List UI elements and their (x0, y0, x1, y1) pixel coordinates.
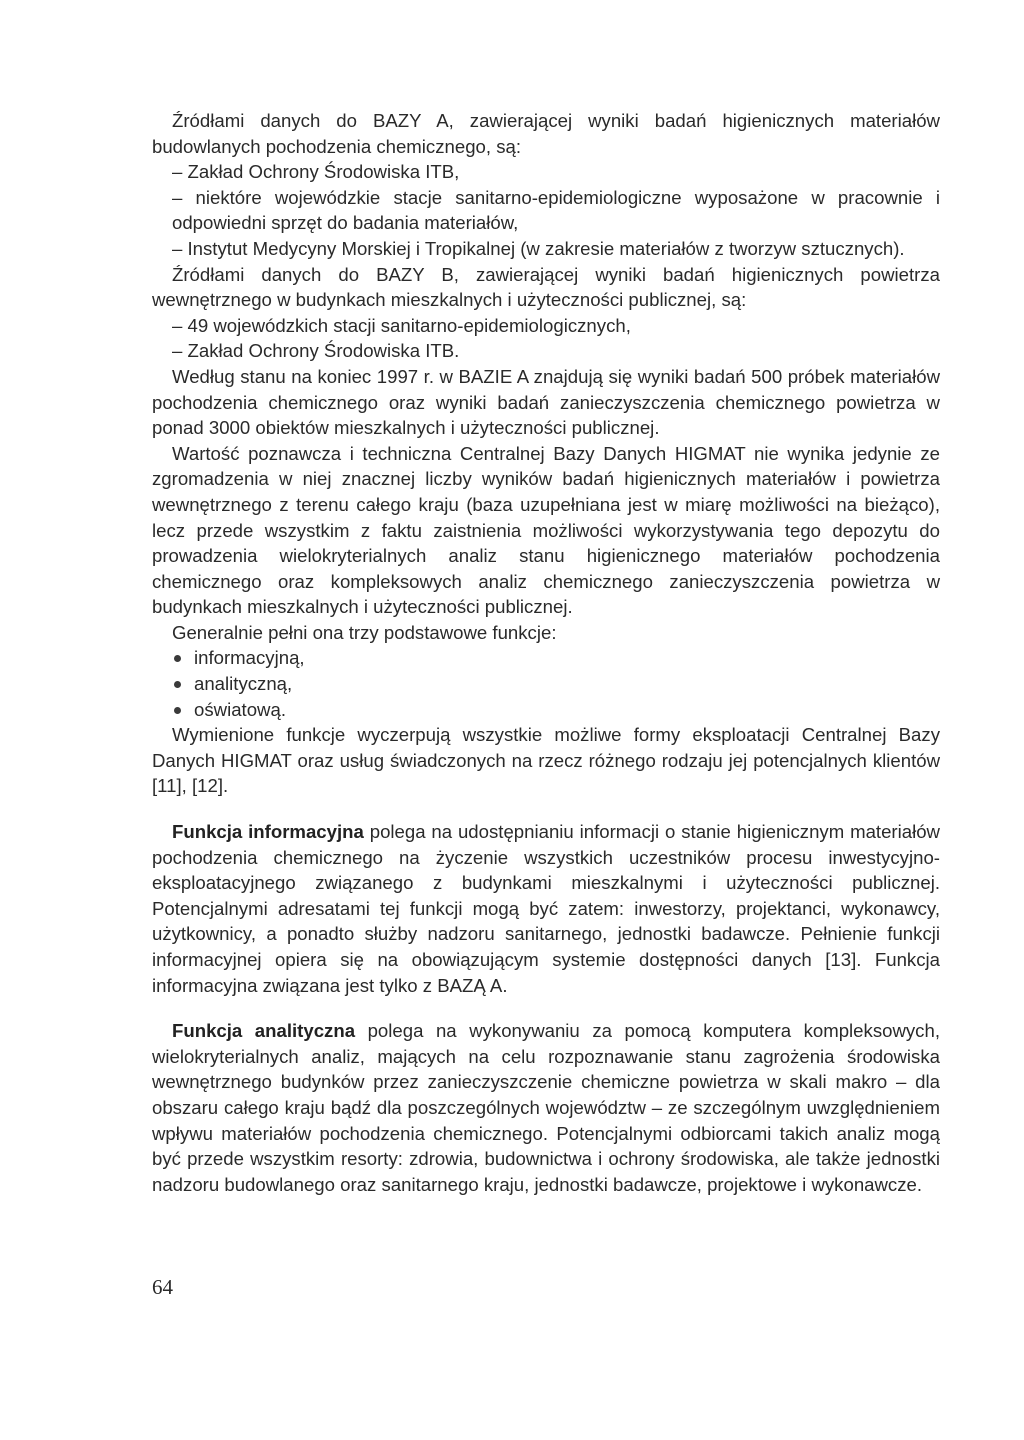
paragraph-analytic-function (152, 1018, 940, 1197)
page-body (152, 108, 940, 1197)
list-item: oświatową. (172, 697, 940, 723)
functions-list (152, 645, 940, 722)
list-item: – 49 wojewódzkich stacji sanitarno-epidemiologicznych, (172, 314, 631, 336)
list-item: – Zakład Ochrony Środowiska ITB. (172, 340, 460, 362)
info-function-text: polega na udostępnianiu informacji o stanie higienicznym materiałów pochodzenia chemicznego na życzenie wszystkich uczestników procesu inwestycyjno-eksploatacyjnego związanego z budynkami mieszkalnymi i użyteczności publicznej. Potencjalnymi adresatami tej funkcji mogą być zatem: inwestorzy, projektanci, wykonawcy, użytkownicy, a ponadto służby nadzoru sanitarnego, jednostki badawcze. Pełnienie funkcji informacyjnej opiera się na obowiązującym systemie dostępności danych [13]. Funkcja informacyjna związana jest tylko z BAZĄ A. (152, 821, 940, 996)
info-function-heading: Funkcja informacyjna (172, 821, 364, 843)
paragraph-functions-intro: Generalnie pełni ona trzy podstawowe funkcje: (172, 621, 557, 643)
analytic-function-text: polega na wykonywaniu za pomocą komputera kompleksowych, wielokryterialnych analiz, mających na celu rozpoznawanie stanu zagrożenia środowiska wewnętrznego budynków przez zanieczyszczenie chemiczne powietrza w skali makro – dla obszaru całego kraju bądź dla poszczególnych województw – ze szczególnym uwzględnieniem wpływu materiałów pochodzenia chemicznego. Potencjalnymi odbiorcami takich analiz mogą być przede wszystkim resorty: zdrowia, budownictwa i ochrony środowiska, ale także jednostki nadzoru budowlanego oraz sanitarnego kraju, jednostki badawcze, projektowe i wykonawcze. (152, 1020, 940, 1195)
list-item: – Instytut Medycyny Morskiej i Tropikalnej (w zakresie materiałów z tworzyw sztucznych). (172, 237, 905, 259)
paragraph-sources-a: Źródłami danych do BAZY A, zawierającej wyniki badań higienicznych materiałów budowlanych pochodzenia chemicznego, są: (152, 110, 940, 157)
analytic-function-heading: Funkcja analityczna (172, 1020, 356, 1042)
list-item: – Zakład Ochrony Środowiska ITB, (172, 161, 460, 183)
list-item: informacyjną, (172, 645, 940, 671)
paragraph-functions-summary: Wymienione funkcje wyczerpują wszystkie możliwe formy eksploatacji Centralnej Bazy Danych HIGMAT oraz usług świadczonych na rzecz różnego rodzaju jej potencjalnych klientów [11], [12]. (152, 724, 940, 797)
paragraph-value: Wartość poznawcza i techniczna Centralnej Bazy Danych HIGMAT nie wynika jedynie ze zgromadzenia w niej znacznej liczby wyników badań higienicznych materiałów i powietrza wewnętrznego z terenu całego kraju (baza uzupełniana jest w miarę możliwości na bieżąco), lecz przede wszystkim z faktu zaistnienia możliwości wykorzystywania tego depozytu do prowadzenia wielokryterialnych analiz stanu higienicznego materiałów pochodzenia chemicznego oraz kompleksowych analiz chemicznego zanieczyszczenia powietrza w budynkach mieszkalnych i użyteczności publicznej. (152, 442, 940, 618)
list-item: – niektóre wojewódzkie stacje sanitarno-epidemiologiczne wyposażone w pracownie i odpowiedni sprzęt do badania materiałów, (172, 186, 940, 234)
page-number: 64 (152, 1275, 173, 1299)
paragraph-status: Według stanu na koniec 1997 r. w BAZIE A znajdują się wyniki badań 500 próbek materiałów pochodzenia chemicznego oraz wyniki badań zanieczyszczenia chemicznego powietrza w ponad 3000 obiektów mieszkalnych i użyteczności publicznej. (152, 365, 940, 439)
paragraph-info-function (152, 819, 940, 998)
list-item: analityczną, (172, 671, 940, 697)
paragraph-sources-b: Źródłami danych do BAZY B, zawierającej wyniki badań higienicznych powietrza wewnętrznego w budynkach mieszkalnych i użyteczności publicznej, są: (152, 263, 940, 311)
